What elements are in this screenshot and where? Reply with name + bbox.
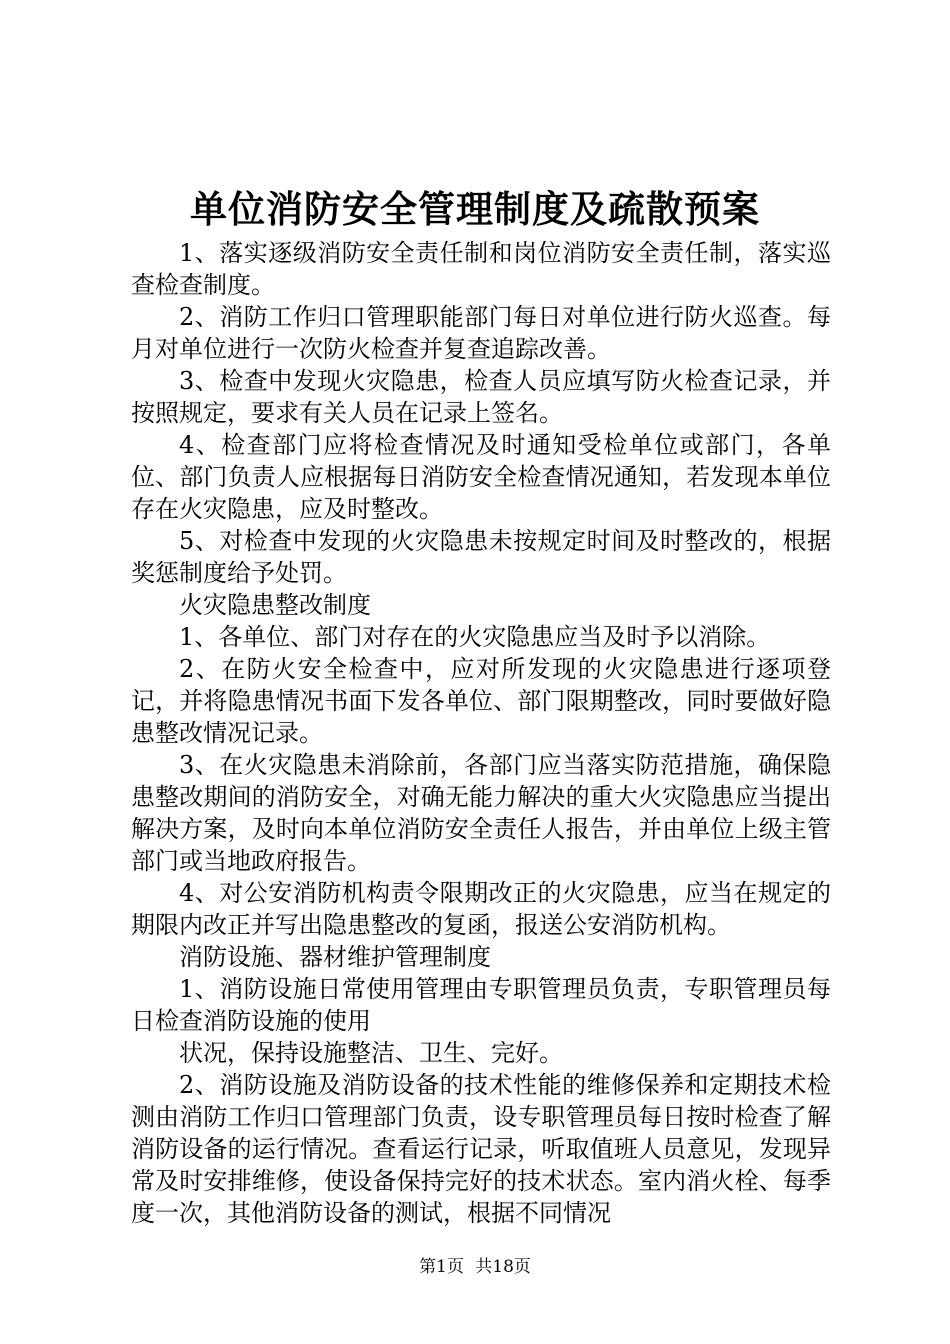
paragraph: 5、对检查中发现的火灾隐患未按规定时间及时整改的，根据奖惩制度给予处罚。 — [131, 527, 831, 587]
document-title: 单位消防安全管理制度及疏散预案 — [190, 187, 760, 231]
page-footer — [0, 1256, 950, 1278]
paragraph: 状况，保持设施整洁、卫生、完好。 — [179, 1039, 563, 1067]
paragraph: 2、在防火安全检查中，应对所发现的火灾隐患进行逐项登记，并将隐患情况书面下发各单位、部门限期整改，同时要做好隐患整改情况记录。 — [131, 655, 831, 747]
paragraph: 3、检查中发现火灾隐患，检查人员应填写防火检查记录，并按照规定，要求有关人员在记录上签名。 — [131, 367, 831, 427]
paragraph: 3、在火灾隐患未消除前，各部门应当落实防范措施，确保隐患整改期间的消防安全，对确无能力解决的重大火灾隐患应当提出解决方案，及时向本单位消防安全责任人报告，并由单位上级主管部门或当地政府报告。 — [131, 751, 831, 875]
paragraph: 2、消防工作归口管理职能部门每日对单位进行防火巡查。每月对单位进行一次防火检查并复查追踪改善。 — [131, 303, 831, 363]
paragraph: 4、对公安消防机构责令限期改正的火灾隐患，应当在规定的期限内改正并写出隐患整改的复函，报送公安消防机构。 — [131, 879, 831, 939]
page-total: 共18页 — [475, 1257, 531, 1277]
paragraph: 4、检查部门应将检查情况及时通知受检单位或部门，各单位、部门负责人应根据每日消防安全检查情况通知，若发现本单位存在火灾隐患，应及时整改。 — [131, 431, 831, 523]
section-heading: 消防设施、器材维护管理制度 — [179, 943, 491, 971]
section-heading: 火灾隐患整改制度 — [179, 591, 371, 619]
paragraph: 1、落实逐级消防安全责任制和岗位消防安全责任制，落实巡查检查制度。 — [131, 239, 831, 299]
paragraph: 2、消防设施及消防设备的技术性能的维修保养和定期技术检测由消防工作归口管理部门负责，设专职管理员每日按时检查了解消防设备的运行情况。查看运行记录，听取值班人员意见，发现异常及时安排维修，使设备保持完好的技术状态。室内消火栓、每季度一次，其他消防设备的测试，根据不同情况 — [131, 1071, 831, 1227]
paragraph: 1、消防设施日常使用管理由专职管理员负责，专职管理员每日检查消防设施的使用 — [131, 975, 831, 1035]
paragraph: 1、各单位、部门对存在的火灾隐患应当及时予以消除。 — [179, 623, 771, 651]
page-number: 第1页 — [419, 1257, 464, 1277]
document-body — [131, 237, 831, 1229]
